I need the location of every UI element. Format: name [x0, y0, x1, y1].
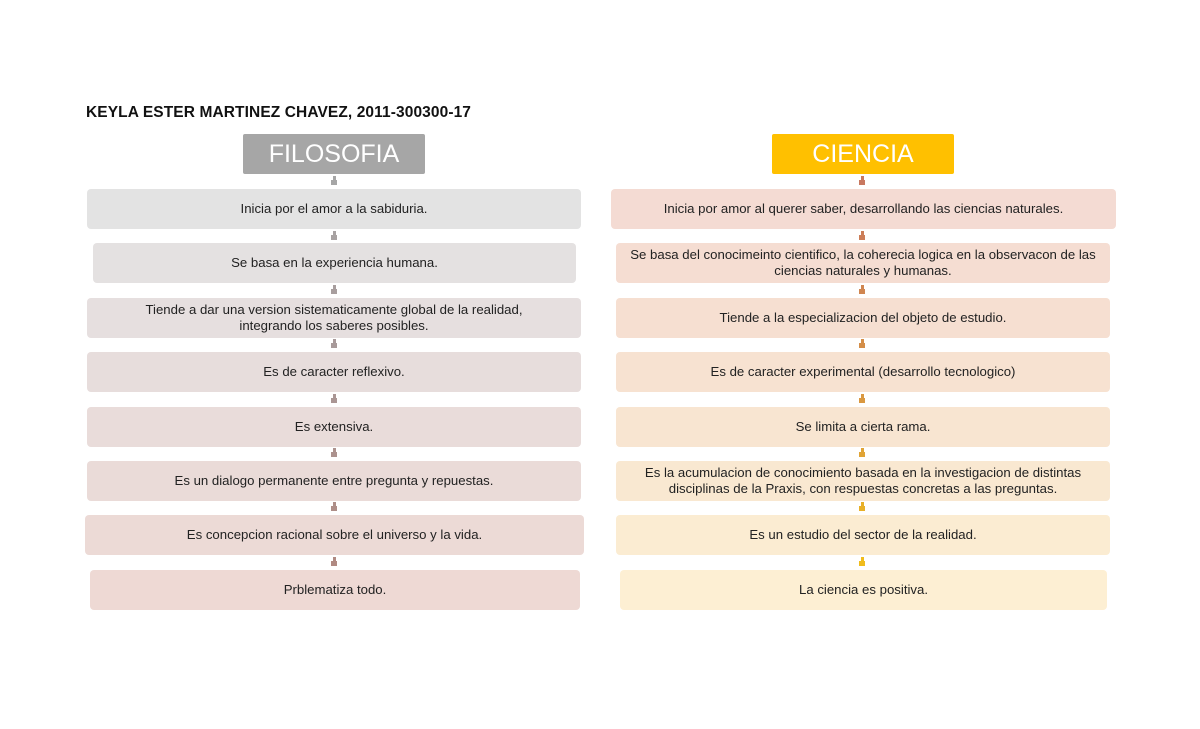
ciencia-header: CIENCIA	[772, 134, 954, 174]
arrow-down-icon	[859, 180, 865, 185]
filosofia-item: Se basa en la experiencia humana.	[93, 243, 576, 283]
filosofia-item: Es concepcion racional sobre el universo y la vida.	[85, 515, 584, 555]
arrow-down-icon	[859, 235, 865, 240]
ciencia-item: Se limita a cierta rama.	[616, 407, 1110, 447]
arrow-down-icon	[331, 235, 337, 240]
ciencia-item: Inicia por amor al querer saber, desarrollando las ciencias naturales.	[611, 189, 1116, 229]
filosofia-item: Es de caracter reflexivo.	[87, 352, 581, 392]
arrow-down-icon	[331, 452, 337, 457]
arrow-down-icon	[859, 561, 865, 566]
filosofia-item: Es un dialogo permanente entre pregunta y repuestas.	[87, 461, 581, 501]
arrow-down-icon	[859, 289, 865, 294]
filosofia-item: Tiende a dar una version sistematicamente global de la realidad, integrando los saberes posibles.	[87, 298, 581, 338]
arrow-down-icon	[331, 561, 337, 566]
filosofia-header: FILOSOFIA	[243, 134, 425, 174]
ciencia-item: La ciencia es positiva.	[620, 570, 1107, 610]
filosofia-item: Inicia por el amor a la sabiduria.	[87, 189, 581, 229]
arrow-down-icon	[331, 180, 337, 185]
arrow-down-icon	[331, 343, 337, 348]
filosofia-item: Es extensiva.	[87, 407, 581, 447]
ciencia-item: Es un estudio del sector de la realidad.	[616, 515, 1110, 555]
arrow-down-icon	[331, 289, 337, 294]
arrow-down-icon	[859, 452, 865, 457]
arrow-down-icon	[859, 506, 865, 511]
ciencia-item: Es de caracter experimental (desarrollo tecnologico)	[616, 352, 1110, 392]
ciencia-item: Se basa del conocimeinto cientifico, la coherecia logica en la observacon de las ciencias naturales y humanas.	[616, 243, 1110, 283]
arrow-down-icon	[859, 343, 865, 348]
author-title: KEYLA ESTER MARTINEZ CHAVEZ, 2011-300300-17	[86, 104, 472, 121]
arrow-down-icon	[331, 506, 337, 511]
arrow-down-icon	[859, 398, 865, 403]
ciencia-item: Es la acumulacion de conocimiento basada en la investigacion de distintas disciplinas de la Praxis, con respuestas concretas a las preguntas.	[616, 461, 1110, 501]
arrow-down-icon	[331, 398, 337, 403]
filosofia-item: Prblematiza todo.	[90, 570, 580, 610]
ciencia-item: Tiende a la especializacion del objeto de estudio.	[616, 298, 1110, 338]
